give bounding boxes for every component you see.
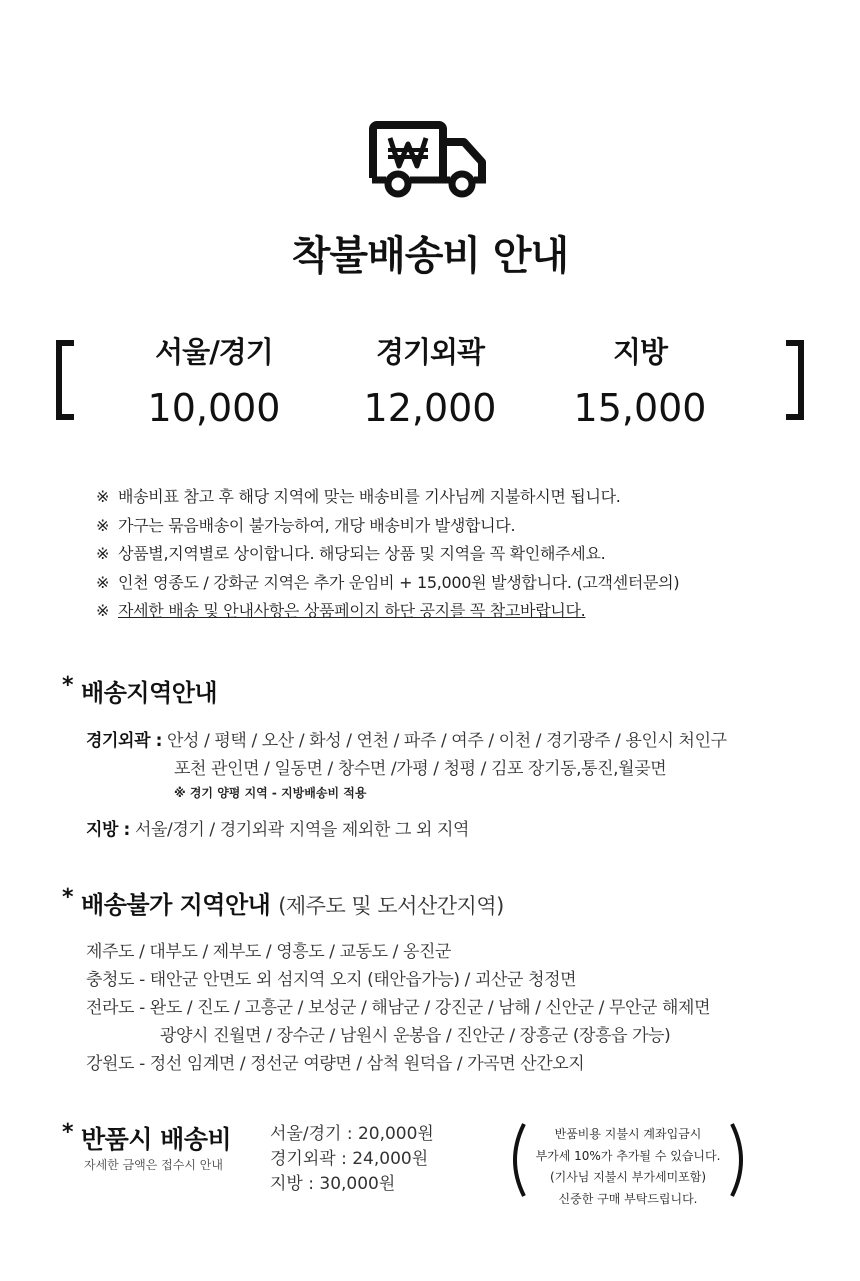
note-item (96, 512, 679, 541)
return-fee-item: 경기외곽 : 24,000원 (270, 1149, 429, 1169)
zone-fee-local: 15,000 (573, 386, 707, 430)
note-item (96, 483, 679, 512)
outskirts-row-1 (86, 726, 727, 751)
no-delivery-line: 제주도 / 대부도 / 제부도 / 영흥도 / 교동도 / 옹진군 (86, 942, 452, 962)
no-delivery-line: 충청도 - 태안군 안면도 외 섬지역 오지 (태안읍가능) / 괴산군 청정면 (86, 970, 577, 990)
notice-line: (기사님 지불시 부가세미포함) (549, 1170, 707, 1184)
zone-fee-outskirts: 12,000 (363, 386, 497, 430)
zone-fee-seoul: 10,000 (147, 386, 281, 430)
notice-line: 부가세 10%가 추가될 수 있습니다. (535, 1148, 721, 1163)
zone-name-seoul: 서울/경기 (155, 335, 273, 369)
return-fee-list (270, 1122, 434, 1197)
no-delivery-title (62, 885, 504, 920)
notes-list (96, 483, 679, 626)
note-mark: ※ (96, 544, 110, 563)
star-mark: * (62, 1120, 74, 1145)
outskirts-note: ※ 경기 양평 지역 - 지방배송비 적용 (174, 786, 367, 800)
local-label: 지방 : (86, 820, 130, 840)
notice-line: 신중한 구매 부탁드립니다. (558, 1191, 698, 1206)
notice-line: 반품비용 지불시 계좌입금시 (554, 1127, 702, 1141)
note-item (96, 597, 679, 626)
left-bracket (56, 340, 74, 420)
note-text: 인천 영종도 / 강화군 지역은 추가 운임비 + 15,000원 발생합니다. (고객센터문의) (118, 572, 680, 592)
no-delivery-line: 강원도 - 정선 임계면 / 정선군 여량면 / 삼척 원덕읍 / 가곡면 산간오지 (86, 1054, 585, 1074)
note-item (96, 569, 679, 598)
no-delivery-subtitle: (제주도 및 도서산간지역) (278, 894, 504, 918)
no-delivery-heading: 배송불가 지역안내 (81, 891, 271, 919)
return-notice (528, 1124, 728, 1210)
local-text: 서울/경기 / 경기외곽 지역을 제외한 그 외 지역 (134, 820, 470, 840)
return-fee-item: 지방 : 30,000원 (270, 1174, 396, 1194)
return-fee-title (62, 1120, 231, 1156)
outskirts-areas: 안성 / 평택 / 오산 / 화성 / 연천 / 파주 / 여주 / 이천 / 경기광주 / 용인시 처인구 (167, 731, 727, 751)
note-text: 가구는 묶음배송이 불가능하여, 개당 배송비가 발생합니다. (118, 515, 516, 535)
note-text-underlined: 자세한 배송 및 안내사항은 상품페이지 하단 공지를 꼭 참고바랍니다. (118, 601, 586, 620)
outskirts-row-2: 포천 관인면 / 일동면 / 창수면 /가평 / 청평 / 김포 장기동,통진,월곶면 (174, 759, 667, 779)
note-text: 배송비표 참고 후 해당 지역에 맞는 배송비를 기사님께 지불하시면 됩니다. (118, 487, 621, 506)
page-title: 착불배송비 안내 (291, 233, 569, 279)
local-row (86, 815, 469, 840)
star-mark: * (62, 885, 74, 910)
note-mark: ※ (96, 487, 110, 506)
note-text: 상품별,지역별로 상이합니다. 해당되는 상품 및 지역을 꼭 확인해주세요. (118, 544, 606, 563)
zone-name-local: 지방 (612, 335, 668, 369)
zone-name-outskirts: 경기외곽 (375, 335, 485, 369)
return-fee-subtitle: 자세한 금액은 접수시 안내 (84, 1158, 223, 1172)
note-item (96, 540, 679, 569)
return-fee-heading: 반품시 배송비 (81, 1125, 232, 1154)
right-bracket (786, 340, 804, 420)
no-delivery-line: 전라도 - 완도 / 진도 / 고흥군 / 보성군 / 해남군 / 강진군 / 남해 / 신안군 / 무안군 해제면 (86, 998, 711, 1018)
note-mark: ※ (96, 601, 110, 620)
delivery-area-title (62, 673, 217, 708)
star-mark: * (62, 673, 74, 698)
right-parenthesis (726, 1120, 756, 1200)
return-fee-item: 서울/경기 : 20,000원 (270, 1124, 434, 1144)
outskirts-label: 경기외곽 : (86, 731, 163, 751)
note-mark: ※ (96, 572, 110, 592)
note-mark: ※ (96, 515, 110, 535)
no-delivery-line: 광양시 진월면 / 장수군 / 남원시 운봉읍 / 진안군 / 장흥군 (장흥읍 가능) (160, 1026, 671, 1046)
delivery-area-heading: 배송지역안내 (81, 679, 218, 707)
left-parenthesis (500, 1120, 530, 1200)
truck-won-icon (368, 120, 490, 200)
